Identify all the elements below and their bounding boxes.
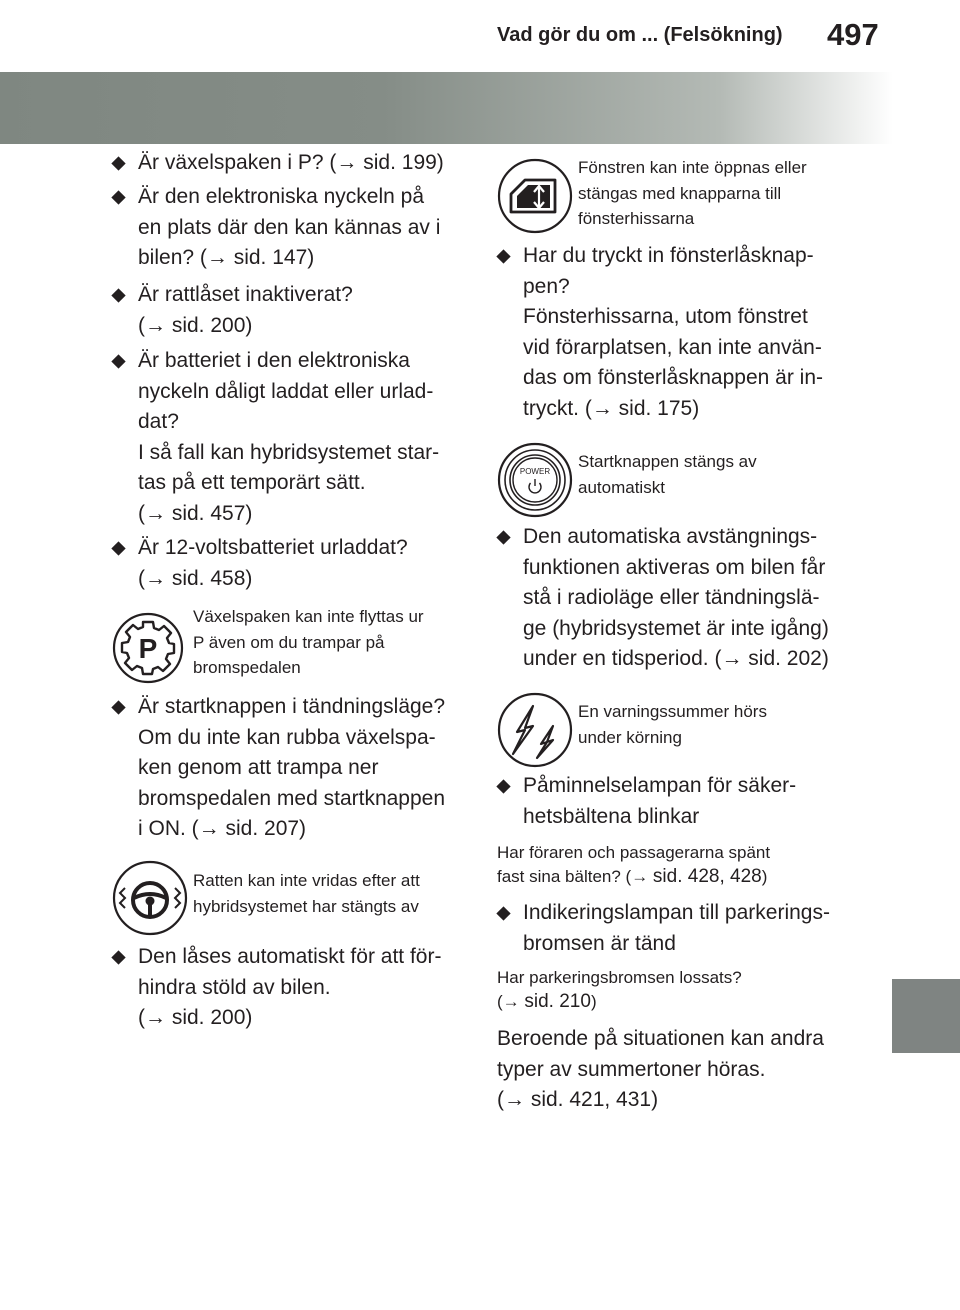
bullet-parking-brake xyxy=(497,898,830,959)
svg-text:P: P xyxy=(138,633,158,664)
window-caption xyxy=(578,155,807,232)
para-line: typer av summertoner höras. xyxy=(497,1057,766,1081)
caption-line: Växelspaken kan inte flyttas ur xyxy=(193,607,424,626)
caption-line: automatiskt xyxy=(578,477,665,497)
bullet-line: hindra stöld av bilen. xyxy=(138,975,331,999)
caption-line: Startknappen stängs av xyxy=(578,452,757,471)
bullet-seatbelt xyxy=(497,771,796,832)
bullet-line: stå i radioläge eller tändningslä- xyxy=(523,586,820,609)
para-line: Beroende på situationen kan andra xyxy=(497,1027,824,1050)
bullet-line: Är startknappen i tändningsläge? xyxy=(138,695,446,718)
bullet-line: tas på ett temporärt sätt. xyxy=(138,471,366,494)
note-line: Har parkeringsbromsen lossats? xyxy=(497,968,742,987)
caption-line: under körning xyxy=(578,727,682,747)
note-ref: sid. 428, 428 xyxy=(652,866,762,887)
bullet-line: Den låses automatiskt för att för- xyxy=(138,945,442,968)
steering-wheel-icon xyxy=(112,860,188,936)
bullet-line: Påminnelselampan för säker- xyxy=(523,774,797,797)
power-caption xyxy=(578,449,757,500)
note-text: (→ xyxy=(497,992,525,1011)
note-line: Har föraren och passagerarna spänt xyxy=(497,843,771,862)
bullet-line: pen? xyxy=(523,274,570,298)
bullet-line: bilen? (→ sid. 147) xyxy=(138,246,315,269)
bullet-line: das om fönsterlåsknappen är in- xyxy=(523,366,823,389)
bullet-line: (→ sid. 200) xyxy=(138,1006,253,1029)
bullet-key-battery xyxy=(112,346,439,529)
bullet-line: Är den elektroniska nyckeln på xyxy=(138,185,424,208)
bullet-line: funktionen aktiveras om bilen får xyxy=(523,555,826,579)
caption-line: hybridsystemet har stängts av xyxy=(193,896,419,916)
bullet-line: Är 12-voltsbatteriet urladdat? xyxy=(138,536,408,559)
bullet-line: bromspedalen med startknappen xyxy=(138,786,446,810)
warning-buzzer-icon xyxy=(497,692,573,768)
caption-line: Fönstren kan inte öppnas eller xyxy=(578,158,807,177)
caption-line: En varningssummer hörs xyxy=(578,702,767,721)
bullet-shift-p xyxy=(112,148,444,179)
note-end: ) xyxy=(761,867,768,886)
bullet-line: en plats där den kan kännas av i xyxy=(138,215,441,239)
bullet-smart-key xyxy=(112,182,440,274)
note-seatbelt xyxy=(497,841,770,889)
note-parking xyxy=(497,966,742,1014)
bullet-line: (→ sid. 457) xyxy=(138,501,253,525)
note-text: fast sina bälten? (→ xyxy=(497,867,653,886)
bullet-line: Fönsterhissarna, utom fönstret xyxy=(523,305,808,328)
bullet-line: hetsbältena blinkar xyxy=(523,804,700,828)
steering-caption xyxy=(193,868,420,919)
bullet-line: I så fall kan hybridsystemet star- xyxy=(138,440,440,464)
caption-line: bromspedalen xyxy=(193,658,301,677)
bullet-line: nyckeln dåligt laddat eller urlad- xyxy=(138,379,434,403)
header-title: Vad gör du om ... (Felsökning) xyxy=(497,24,783,46)
bullet-start-button xyxy=(112,692,445,845)
bullet-line: Är växelspaken i P? (→ sid. 199) xyxy=(138,151,444,174)
bullet-steering-lock xyxy=(112,280,353,341)
power-button-icon xyxy=(497,442,573,518)
bullet-line: ken genom att trampa ner xyxy=(138,756,379,779)
bullet-line: Den automatiska avstängnings- xyxy=(523,525,818,548)
bullet-line: tryckt. (→ sid. 175) xyxy=(523,396,700,420)
chapter-tab xyxy=(892,979,960,1053)
note-line xyxy=(497,990,742,1014)
bullet-line: bromsen är tänd xyxy=(523,931,676,955)
note-ref: sid. 210 xyxy=(524,991,591,1012)
note-end: ) xyxy=(590,992,597,1011)
shift-lever-p-icon xyxy=(112,612,184,684)
bullet-line: Är batteriet i den elektroniska xyxy=(138,349,410,372)
bullet-auto-power-off xyxy=(497,522,829,675)
shift-lever-caption xyxy=(193,604,424,681)
bullet-line: (→ sid. 200) xyxy=(138,313,253,337)
bullet-line: Är rattlåset inaktiverat? xyxy=(138,283,353,306)
bullet-line: vid förarplatsen, kan inte använ- xyxy=(523,335,822,359)
bullet-line: Har du tryckt in fönsterlåsknap- xyxy=(523,244,814,267)
bullet-12v-battery xyxy=(112,533,408,594)
bullet-line: ge (hybridsystemet är inte igång) xyxy=(523,616,829,640)
caption-line: Ratten kan inte vridas efter att xyxy=(193,871,420,890)
para-line: (→ sid. 421, 431) xyxy=(497,1088,659,1111)
final-paragraph xyxy=(497,1024,824,1116)
bullet-line: under en tidsperiod. (→ sid. 202) xyxy=(523,647,829,670)
bullet-auto-lock xyxy=(112,942,441,1034)
note-line xyxy=(497,865,770,889)
bullet-window-lock xyxy=(497,241,823,424)
caption-line: fönsterhissarna xyxy=(578,209,695,228)
bullet-line: Indikeringslampan till parkerings- xyxy=(523,901,830,924)
section-banner xyxy=(0,72,960,144)
bullet-line: i ON. (→ sid. 207) xyxy=(138,817,307,840)
page-number: 497 xyxy=(827,17,879,52)
buzzer-caption xyxy=(578,699,767,750)
caption-line: P även om du trampar på xyxy=(193,632,385,652)
power-label: POWER xyxy=(519,467,551,476)
bullet-line: dat? xyxy=(138,410,179,433)
caption-line: stängas med knapparna till xyxy=(578,183,782,203)
page-header xyxy=(0,0,960,62)
bullet-line: (→ sid. 458) xyxy=(138,566,253,590)
window-lock-icon xyxy=(497,158,573,234)
bullet-line: Om du inte kan rubba växelspa- xyxy=(138,725,436,749)
